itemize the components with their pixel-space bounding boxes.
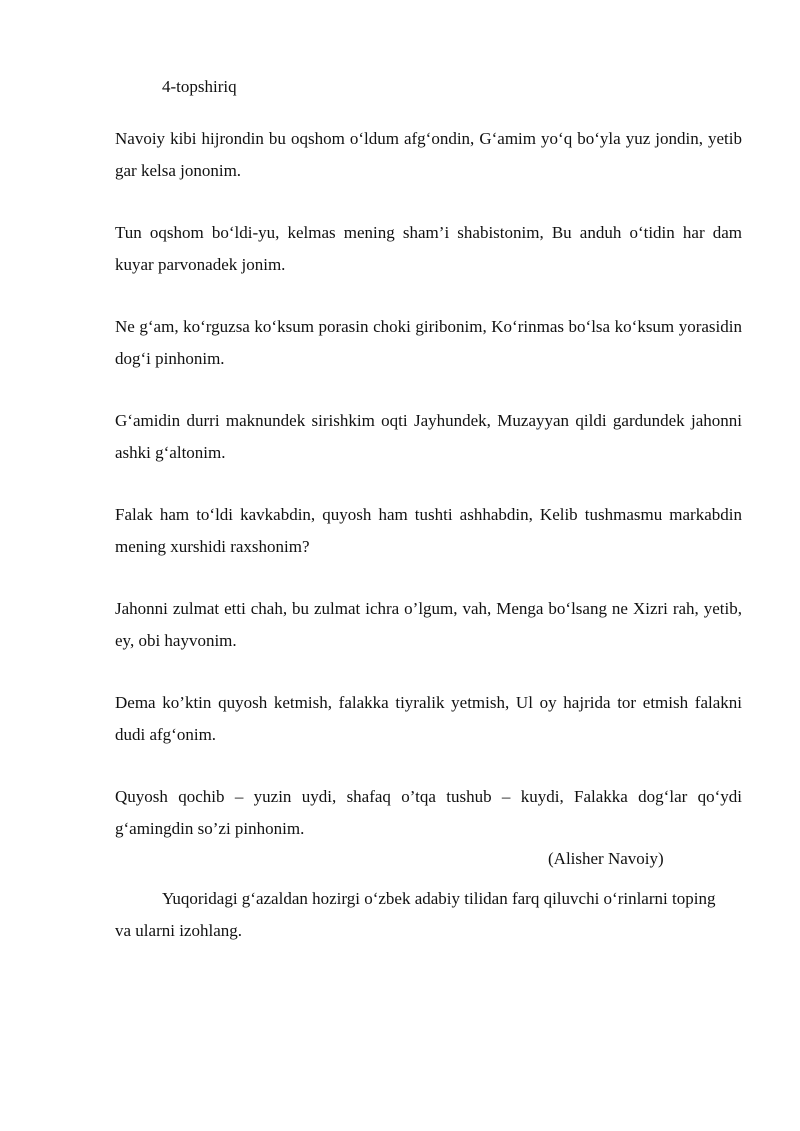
poem-body: [115, 123, 742, 875]
poem-stanza-4: G‘amidin durri maknundek sirishkim oqti Jayhundek, Muzayyan qildi gardundek jahonni ashki g‘altonim.: [115, 411, 742, 462]
poem-stanza-2: Tun oqshom bo‘ldi-yu, kelmas mening sham’i shabistonim, Bu anduh o‘tidin har dam kuyar parvonadek jonim.: [115, 223, 742, 274]
poem-stanza-3: Ne g‘am, ko‘rguzsa ko‘ksum porasin choki giribonim, Ko‘rinmas bo‘lsa ko‘ksum yorasidin dog‘i pinhonim.: [115, 317, 742, 368]
poem-stanza-1: Navoiy kibi hijrondin bu oqshom o‘ldum afg‘ondin, G‘amim yo‘q bo‘yla yuz jondin, yetib gar kelsa jononim.: [115, 129, 742, 180]
poem-stanza-6: Jahonni zulmat etti chah, bu zulmat ichra o’lgum, vah, Menga bo‘lsang ne Xizri rah, yetib, ey, obi hayvonim.: [115, 599, 742, 650]
poem-stanza-7: Dema ko’ktin quyosh ketmish, falakka tiyralik yetmish, Ul oy hajrida tor etmish falakni dudi afg‘onim.: [115, 693, 742, 744]
poem-stanza-8: Quyosh qochib – yuzin uydi, shafaq o’tqa tushub – kuydi, Falakka dog‘lar qo‘ydi g‘amingdin so’zi pinhonim.: [115, 787, 742, 838]
poem-author: (Alisher Navoiy): [548, 849, 664, 868]
task-instruction: Yuqoridagi g‘azaldan hozirgi o‘zbek adabiy tilidan farq qiluvchi o‘rinlarni toping va ularni izohlang.: [115, 889, 716, 940]
assignment-heading: 4-topshiriq: [162, 77, 237, 96]
poem-stanza-5: Falak ham to‘ldi kavkabdin, quyosh ham tushti ashhabdin, Kelib tushmasmu markabdin mening xurshidi raxshonim?: [115, 505, 742, 556]
